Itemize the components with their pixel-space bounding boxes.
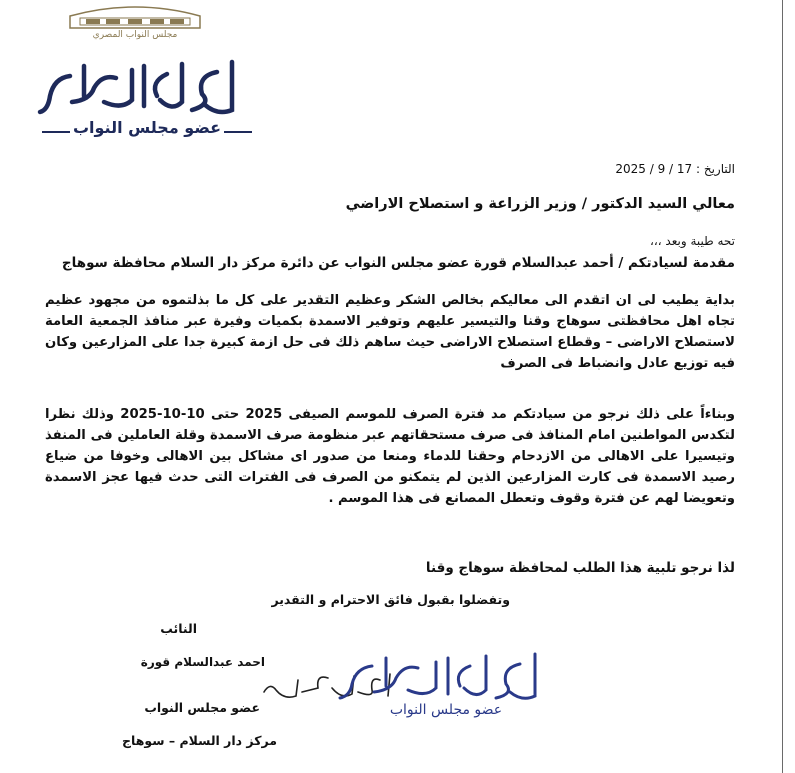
parliament-seal — [50, 0, 220, 52]
letter-addressee: معالي السيد الدكتور / وزير الزراعة و استصلاح الاراضي — [345, 196, 735, 212]
signature-place: مركز دار السلام – سوهاج — [122, 733, 277, 748]
letter-paragraph-2: وبناءاً على ذلك نرجو من سيادتكم مد فترة الصرف للموسم الصيفى 2025 حتى 10-10-2025 وذلك نظرا لتكدس المواطنين امام المنافذ فى صرف مستحقاتهم عبر منظومة صرف الاسمدة وقلة العاملين فى المنفذ وتيسيرا على الاهالى من الازدحام وحقنا للدماء ومنعا من صدور اى مشاكل بين الاهالى وخوفا من ضياع رصيد الاسمدة فى كارت المزارعين الذين لم يتمكنو من الصرف فى الفترات التى حدث فيها عجز الاسمدة وتعويضا لهم عن فترة وقوف وتعطل المصانع فى هذا الموسم . — [45, 407, 735, 506]
signature-title: النائب — [160, 621, 197, 636]
logo-rule-left — [42, 131, 70, 133]
seal-caption: مجلس النواب المصري — [92, 30, 178, 40]
letter-greeting: تحه طيبة وبعد ،،، — [649, 234, 735, 248]
stamp-subtitle: عضو مجلس النواب — [389, 702, 503, 718]
letter-intro: مقدمة لسيادتكم / أحمد عبدالسلام قورة عضو مجلس النواب عن دائرة مركز دار السلام محافظة سوهاج — [61, 255, 735, 271]
logo-subtitle-text: عضو مجلس النواب — [72, 118, 222, 137]
letter-date: التاريخ : 17 / 9 / 2025 — [615, 162, 735, 176]
logo-subtitle — [42, 118, 252, 144]
calligraphy-logo — [32, 52, 247, 122]
signature-role: عضو مجلس النواب — [144, 700, 260, 715]
letter-closing: وتفضلوا بقبول فائق الاحترام و التقدير — [271, 592, 510, 607]
letter-paragraph-1: بداية يطيب لى ان اتقدم الى معاليكم بخالص الشكر وعظيم التقدير على كل ما بذلتموه من مجهود عظيم تجاه اهل محافظتى سوهاج وقنا والتيسير عليهم وتوفير الاسمدة بكميات وفيرة عبر منافذ الجمعية العامة لاستصلاح الاراضى – وقطاع استصلاح الاراضى حيث ساهم ذلك فى حل ازمة كبيرة جدا على المزارعين وكان فيه توزيع عادل وانضباط فى الصرف — [45, 293, 735, 371]
logo-rule-right — [224, 131, 252, 133]
letter-request: لذا نرجو تلبية هذا الطلب لمحافظة سوهاج وقنا — [425, 560, 735, 576]
page-edge-line — [782, 0, 783, 773]
signature-name: احمد عبدالسلام قورة — [140, 655, 265, 669]
